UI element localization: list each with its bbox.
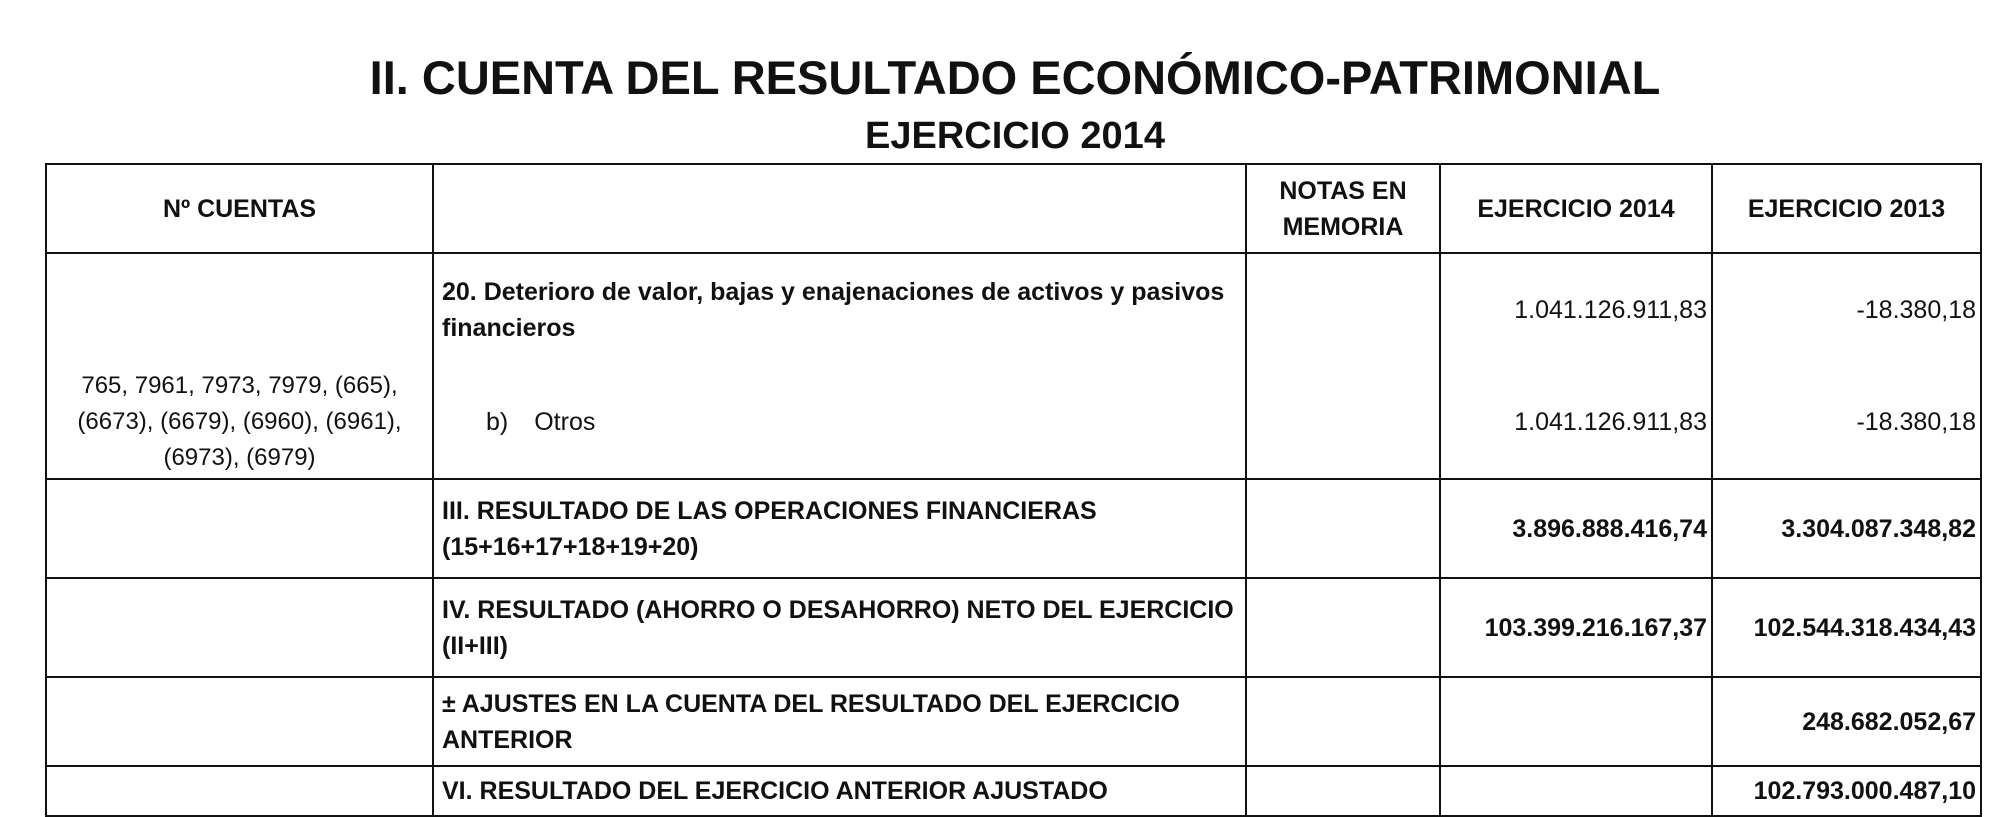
header-notes: NOTAS EN MEMORIA xyxy=(1246,164,1440,253)
row-iii-2014: 3.896.888.416,74 xyxy=(1440,479,1712,578)
notes-cell xyxy=(1246,578,1440,677)
row-vi-label: VI. RESULTADO DEL EJERCICIO ANTERIOR AJUSTADO xyxy=(433,766,1246,816)
row-adjust-label: ± AJUSTES EN LA CUENTA DEL RESULTADO DEL EJERCICIO ANTERIOR xyxy=(433,677,1246,766)
notes-cell xyxy=(1246,253,1440,479)
header-accounts: Nº CUENTAS xyxy=(46,164,433,253)
row-20b-label-wrap xyxy=(434,366,1245,478)
table-row xyxy=(46,766,1981,816)
accounts-cell xyxy=(46,578,433,677)
row-adjust-2014 xyxy=(1440,677,1712,766)
accounts-cell xyxy=(46,677,433,766)
row-20b-label: Otros xyxy=(534,408,596,436)
table-row xyxy=(46,479,1981,578)
table-row xyxy=(46,578,1981,677)
accounts-cell xyxy=(46,479,433,578)
report-title: II. CUENTA DEL RESULTADO ECONÓMICO-PATRIMONIAL xyxy=(369,51,1661,104)
row-20-2014: 1.041.126.911,83 xyxy=(1514,296,1707,324)
row-iv-label: IV. RESULTADO (AHORRO O DESAHORRO) NETO DEL EJERCICIO (II+III) xyxy=(433,578,1246,677)
header-year-2013: EJERCICIO 2013 xyxy=(1712,164,1981,253)
row-vi-2013: 102.793.000.487,10 xyxy=(1712,766,1981,816)
row-20-label: 20. Deterioro de valor, bajas y enajenaciones de activos y pasivos financieros xyxy=(442,278,1225,342)
row-20b-2014: 1.041.126.911,83 xyxy=(1514,408,1707,436)
table-row xyxy=(46,677,1981,766)
row-vi-2014 xyxy=(1440,766,1712,816)
header-description xyxy=(433,164,1246,253)
row-iv-2014: 103.399.216.167,37 xyxy=(1440,578,1712,677)
row-20b-2013: -18.380,18 xyxy=(1856,408,1976,436)
row-iii-label: III. RESULTADO DE LAS OPERACIONES FINANCIERAS (15+16+17+18+19+20) xyxy=(433,479,1246,578)
notes-cell xyxy=(1246,677,1440,766)
year-2013-cell xyxy=(1712,253,1981,479)
table-header-row xyxy=(46,164,1981,253)
results-table xyxy=(45,163,1982,817)
year-2014-cell xyxy=(1440,253,1712,479)
row-20-2013: -18.380,18 xyxy=(1856,296,1976,324)
accounts-list: 765, 7961, 7973, 7979, (665), (6673), (6679), (6960), (6961), (6973), (6979) xyxy=(77,372,402,471)
row-20b-letter: b) xyxy=(486,408,509,436)
accounts-cell xyxy=(46,766,433,816)
row-adjust-2013: 248.682.052,67 xyxy=(1712,677,1981,766)
description-cell xyxy=(433,253,1246,479)
table-row xyxy=(46,253,1981,479)
row-iv-2013: 102.544.318.434,43 xyxy=(1712,578,1981,677)
notes-cell xyxy=(1246,766,1440,816)
accounts-cell xyxy=(46,253,433,479)
row-iii-2013: 3.304.087.348,82 xyxy=(1712,479,1981,578)
notes-cell xyxy=(1246,479,1440,578)
header-year-2014: EJERCICIO 2014 xyxy=(1440,164,1712,253)
report-subtitle: EJERCICIO 2014 xyxy=(865,115,1165,157)
